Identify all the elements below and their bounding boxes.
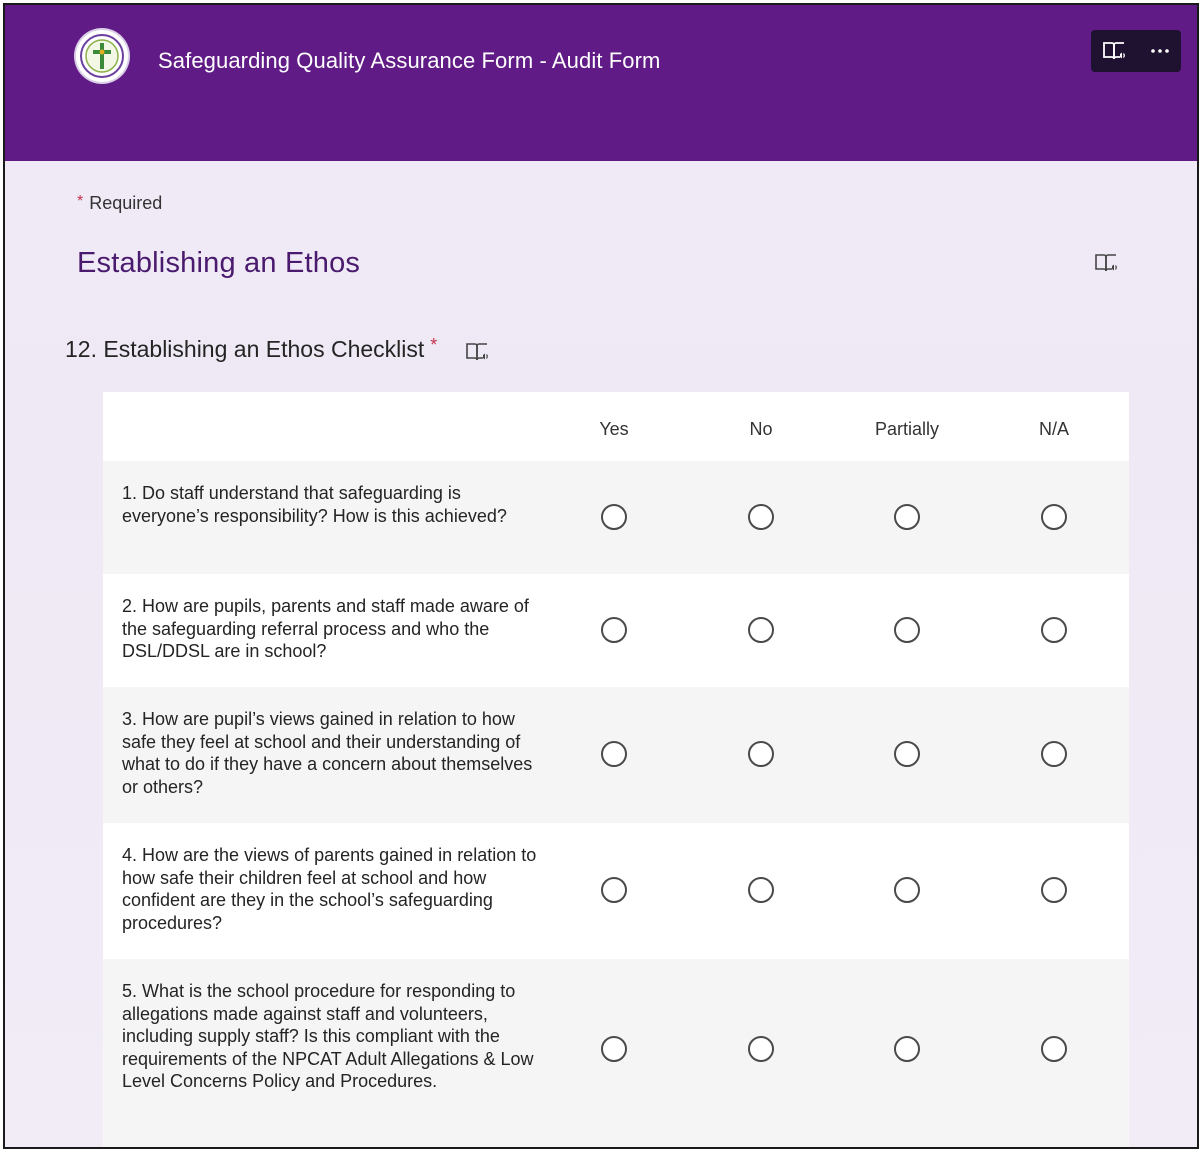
radio-na[interactable] <box>1041 877 1067 903</box>
form-header-banner <box>5 5 1197 161</box>
radio-yes[interactable] <box>601 877 627 903</box>
radio-partially[interactable] <box>894 741 920 767</box>
radio-no[interactable] <box>748 1036 774 1062</box>
radio-no[interactable] <box>748 741 774 767</box>
immersive-reader-icon[interactable] <box>1101 39 1127 63</box>
radio-na[interactable] <box>1041 1036 1067 1062</box>
column-header-yes: Yes <box>599 419 629 439</box>
header-toolbar <box>1091 30 1181 72</box>
radio-no[interactable] <box>748 877 774 903</box>
column-header-na: N/A <box>1038 419 1069 439</box>
likert-grid <box>103 392 1129 1149</box>
required-label: Required <box>89 193 163 213</box>
school-crest-logo <box>76 30 128 82</box>
likert-header-row <box>103 392 1129 461</box>
radio-partially[interactable] <box>894 877 920 903</box>
row-question-text: 3. How are pupil’s views gained in relation to how safe they feel at school and their understanding of what to do if they have a concern about themselves or others? <box>122 709 533 797</box>
ellipsis-icon[interactable] <box>1147 39 1173 63</box>
form-window <box>3 3 1199 1149</box>
row-question-text: 1. Do staff understand that safeguarding is everyone’s responsibility? How is this achieved? <box>122 483 507 526</box>
radio-partially[interactable] <box>894 617 920 643</box>
likert-row <box>103 574 1129 687</box>
radio-na[interactable] <box>1041 617 1067 643</box>
radio-partially[interactable] <box>894 504 920 530</box>
radio-yes[interactable] <box>601 741 627 767</box>
required-note <box>77 193 162 214</box>
likert-row <box>103 823 1129 959</box>
section-title: Establishing an Ethos <box>77 247 361 279</box>
likert-row <box>103 461 1129 574</box>
form-title: Safeguarding Quality Assurance Form - Audit Form <box>158 48 661 73</box>
radio-na[interactable] <box>1041 504 1067 530</box>
radio-no[interactable] <box>748 617 774 643</box>
radio-no[interactable] <box>748 504 774 530</box>
radio-yes[interactable] <box>601 504 627 530</box>
row-question-text: 4. How are the views of parents gained in relation to how safe their children feel at school and how confident are they in the school’s safeguarding procedures? <box>122 845 537 933</box>
radio-yes[interactable] <box>601 617 627 643</box>
row-question-text: 2. How are pupils, parents and staff made aware of the safeguarding referral process and who the DSL/DDSL are in school? <box>122 596 529 661</box>
immersive-reader-icon[interactable] <box>1092 251 1120 275</box>
required-star: * <box>430 335 438 355</box>
question-number: 12. <box>65 336 97 362</box>
radio-yes[interactable] <box>601 1036 627 1062</box>
question-text: Establishing an Ethos Checklist <box>103 336 425 362</box>
question-title <box>65 336 437 363</box>
immersive-reader-icon[interactable] <box>463 340 491 364</box>
column-header-partially: Partially <box>874 419 940 439</box>
radio-partially[interactable] <box>894 1036 920 1062</box>
column-header-no: No <box>749 419 773 439</box>
likert-row <box>103 959 1129 1149</box>
required-star: * <box>77 193 84 210</box>
likert-row <box>103 687 1129 823</box>
radio-na[interactable] <box>1041 741 1067 767</box>
row-question-text: 5. What is the school procedure for responding to allegations made against staff and volunteers, including supply staff? Is this compliant with the requirements of the NPCAT Adult Allegations & Low Level Concerns Policy and Procedures. <box>122 981 534 1091</box>
